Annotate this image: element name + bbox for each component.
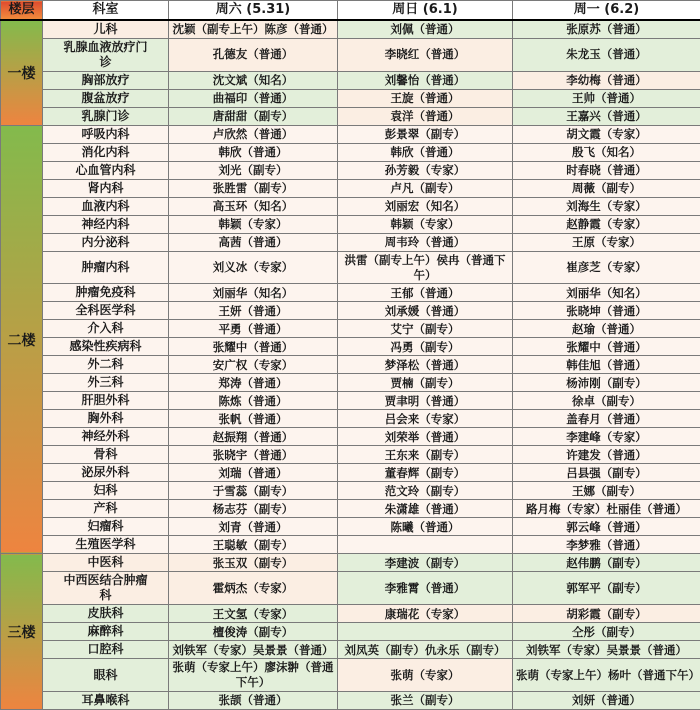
dept-cell: 胸部放疗: [43, 71, 169, 89]
cell-sunday: 艾宁（副专）: [338, 320, 513, 338]
schedule-row: [1, 179, 700, 197]
cell-monday: 赵伟鹏（副专）: [513, 554, 700, 572]
schedule-header: [1, 1, 700, 20]
cell-sunday: 张兰（副专）: [338, 692, 513, 710]
cell-saturday: 卢欣然（普通）: [169, 125, 338, 143]
cell-monday: 张晓坤（普通）: [513, 302, 700, 320]
dept-cell: 皮肤科: [43, 605, 169, 623]
cell-saturday: 张萌（专家上午）廖沫翀（普通下午）: [169, 659, 338, 692]
cell-saturday: 安广权（专家）: [169, 356, 338, 374]
cell-saturday: 霍炳杰（专家）: [169, 572, 338, 605]
schedule-row: [1, 605, 700, 623]
cell-saturday: 平勇（普通）: [169, 320, 338, 338]
schedule-row: [1, 38, 700, 71]
schedule-row: [1, 446, 700, 464]
cell-sunday: 洪雷（副专上午）侯冉（普通下午）: [338, 251, 513, 284]
header-monday: 周一 (6.2): [513, 1, 700, 20]
cell-monday: 盖春月（普通）: [513, 410, 700, 428]
cell-monday: 李建峰（专家）: [513, 428, 700, 446]
cell-sunday: 张萌（专家）: [338, 659, 513, 692]
cell-saturday: 张晓宇（普通）: [169, 446, 338, 464]
dept-cell: 泌尿外科: [43, 464, 169, 482]
schedule-row: [1, 215, 700, 233]
cell-sunday: 李建波（副专）: [338, 554, 513, 572]
cell-saturday: 刘丽华（知名）: [169, 284, 338, 302]
dept-cell: 胸外科: [43, 410, 169, 428]
header-floor: 楼层: [1, 1, 43, 20]
dept-cell: 神经内科: [43, 215, 169, 233]
cell-monday: 赵静霞（专家）: [513, 215, 700, 233]
cell-sunday: 梦泽松（普通）: [338, 356, 513, 374]
header-sunday: 周日 (6.1): [338, 1, 513, 20]
cell-saturday: 张玉双（副专）: [169, 554, 338, 572]
cell-saturday: 杨志芬（副专）: [169, 500, 338, 518]
cell-sunday: 彭景翠（副专）: [338, 125, 513, 143]
cell-sunday: 王旋（普通）: [338, 89, 513, 107]
floor-cell-3: 三楼: [1, 554, 43, 710]
cell-saturday: 沈文斌（知名）: [169, 71, 338, 89]
dept-cell: 产科: [43, 500, 169, 518]
schedule-row: [1, 623, 700, 641]
cell-sunday: 李雅霄（普通）: [338, 572, 513, 605]
schedule-row: [1, 338, 700, 356]
cell-sunday: 刘荣举（普通）: [338, 428, 513, 446]
dept-cell: 介入科: [43, 320, 169, 338]
dept-cell: 乳腺血液放疗门诊: [43, 38, 169, 71]
dept-cell: 眼科: [43, 659, 169, 692]
schedule-row: [1, 107, 700, 125]
cell-saturday: 张颉（普通）: [169, 692, 338, 710]
cell-sunday: 孙芳毅（专家）: [338, 161, 513, 179]
dept-cell: 口腔科: [43, 641, 169, 659]
dept-cell: 感染性疾病科: [43, 338, 169, 356]
cell-monday: 杨沛刚（副专）: [513, 374, 700, 392]
schedule-row: [1, 251, 700, 284]
cell-sunday: [338, 623, 513, 641]
cell-saturday: 韩欣（普通）: [169, 143, 338, 161]
dept-cell: 全科医学科: [43, 302, 169, 320]
cell-monday: 王嘉兴（普通）: [513, 107, 700, 125]
dept-cell: 中医科: [43, 554, 169, 572]
dept-cell: 麻醉科: [43, 623, 169, 641]
cell-sunday: 韩颖（专家）: [338, 215, 513, 233]
cell-saturday: 张耀中（普通）: [169, 338, 338, 356]
dept-cell: 肿瘤免疫科: [43, 284, 169, 302]
floor-cell-2: 二楼: [1, 125, 43, 554]
cell-monday: 殷飞（知名）: [513, 143, 700, 161]
dept-cell: 耳鼻喉科: [43, 692, 169, 710]
cell-sunday: 刘丽宏（知名）: [338, 197, 513, 215]
cell-saturday: 孔德友（普通）: [169, 38, 338, 71]
schedule-body: [1, 20, 700, 710]
cell-sunday: 董春辉（副专）: [338, 464, 513, 482]
cell-saturday: 王妍（普通）: [169, 302, 338, 320]
dept-cell: 心血管内科: [43, 161, 169, 179]
cell-monday: 王娜（副专）: [513, 482, 700, 500]
dept-cell: 内分泌科: [43, 233, 169, 251]
header-dept: 科室: [43, 1, 169, 20]
schedule-row: [1, 284, 700, 302]
cell-sunday: 韩欣（普通）: [338, 143, 513, 161]
cell-saturday: 高茜（普通）: [169, 233, 338, 251]
schedule-row: [1, 428, 700, 446]
cell-monday: 刘海生（专家）: [513, 197, 700, 215]
cell-sunday: 王郁（普通）: [338, 284, 513, 302]
cell-saturday: 沈颖（副专上午）陈彦（普通）: [169, 20, 338, 39]
dept-cell: 肾内科: [43, 179, 169, 197]
cell-saturday: 韩颖（专家）: [169, 215, 338, 233]
cell-sunday: 周韦玲（普通）: [338, 233, 513, 251]
cell-sunday: 吕会来（专家）: [338, 410, 513, 428]
cell-monday: 王原（专家）: [513, 233, 700, 251]
schedule-row: [1, 641, 700, 659]
dept-cell: 骨科: [43, 446, 169, 464]
dept-cell: 中西医结合肿瘤科: [43, 572, 169, 605]
cell-monday: 张萌（专家上午）杨叶（普通下午）: [513, 659, 700, 692]
schedule-row: [1, 392, 700, 410]
dept-cell: 儿科: [43, 20, 169, 39]
schedule-row: [1, 71, 700, 89]
schedule-row: [1, 410, 700, 428]
cell-monday: 李梦雅（普通）: [513, 536, 700, 554]
cell-monday: 王帅（普通）: [513, 89, 700, 107]
schedule-row: [1, 536, 700, 554]
header-row: [1, 1, 700, 20]
cell-monday: 仝彤（副专）: [513, 623, 700, 641]
dept-cell: 肝胆外科: [43, 392, 169, 410]
cell-saturday: 唐甜甜（副专）: [169, 107, 338, 125]
schedule-row: [1, 464, 700, 482]
cell-monday: 胡彩霞（副专）: [513, 605, 700, 623]
schedule-row: [1, 143, 700, 161]
schedule-row: [1, 482, 700, 500]
schedule-row: [1, 197, 700, 215]
dept-cell: 呼吸内科: [43, 125, 169, 143]
cell-monday: 崔彦芝（专家）: [513, 251, 700, 284]
schedule-row: [1, 233, 700, 251]
cell-monday: 周薇（副专）: [513, 179, 700, 197]
cell-monday: 胡文霞（专家）: [513, 125, 700, 143]
dept-cell: 血液内科: [43, 197, 169, 215]
schedule-row: [1, 89, 700, 107]
cell-sunday: 袁洋（普通）: [338, 107, 513, 125]
cell-monday: 路月梅（专家）杜丽佳（普通）: [513, 500, 700, 518]
header-saturday: 周六 (5.31): [169, 1, 338, 20]
cell-sunday: 冯勇（副专）: [338, 338, 513, 356]
cell-saturday: 于雪蕊（副专）: [169, 482, 338, 500]
cell-monday: 朱龙玉（普通）: [513, 38, 700, 71]
cell-monday: 郭云峰（普通）: [513, 518, 700, 536]
schedule-row: [1, 374, 700, 392]
schedule-row: [1, 356, 700, 374]
schedule-row: [1, 161, 700, 179]
schedule-row: [1, 320, 700, 338]
dept-cell: 外二科: [43, 356, 169, 374]
schedule-row: [1, 20, 700, 39]
cell-saturday: 赵振翔（普通）: [169, 428, 338, 446]
dept-cell: 神经外科: [43, 428, 169, 446]
cell-saturday: 郑涛（普通）: [169, 374, 338, 392]
cell-saturday: 檀俊涛（副专）: [169, 623, 338, 641]
cell-monday: 刘妍（普通）: [513, 692, 700, 710]
cell-saturday: 刘瑞（普通）: [169, 464, 338, 482]
dept-cell: 乳腺门诊: [43, 107, 169, 125]
cell-saturday: 曲福印（普通）: [169, 89, 338, 107]
schedule-row: [1, 554, 700, 572]
dept-cell: 消化内科: [43, 143, 169, 161]
cell-saturday: 王文氢（专家）: [169, 605, 338, 623]
dept-cell: 生殖医学科: [43, 536, 169, 554]
cell-sunday: 陈曦（普通）: [338, 518, 513, 536]
cell-saturday: 陈炼（普通）: [169, 392, 338, 410]
cell-sunday: 刘凤英（副专）仇永乐（副专）: [338, 641, 513, 659]
cell-saturday: 刘光（副专）: [169, 161, 338, 179]
cell-sunday: [338, 536, 513, 554]
schedule-row: [1, 125, 700, 143]
cell-saturday: 张胜雷（副专）: [169, 179, 338, 197]
schedule-row: [1, 302, 700, 320]
schedule-row: [1, 572, 700, 605]
cell-monday: 刘铁军（专家）吴景景（普通）: [513, 641, 700, 659]
cell-saturday: 刘铁军（专家）吴景景（普通）: [169, 641, 338, 659]
dept-cell: 妇科: [43, 482, 169, 500]
schedule-row: [1, 518, 700, 536]
cell-sunday: 王东来（副专）: [338, 446, 513, 464]
cell-monday: 时春晓（普通）: [513, 161, 700, 179]
cell-sunday: 刘馨怡（普通）: [338, 71, 513, 89]
cell-saturday: 刘青（普通）: [169, 518, 338, 536]
schedule-row: [1, 692, 700, 710]
cell-monday: 韩佳旭（普通）: [513, 356, 700, 374]
cell-monday: 赵瑜（普通）: [513, 320, 700, 338]
dept-cell: 妇瘤科: [43, 518, 169, 536]
schedule-row: [1, 500, 700, 518]
cell-sunday: 康瑞花（专家）: [338, 605, 513, 623]
cell-monday: 吕县强（副专）: [513, 464, 700, 482]
cell-sunday: 贾楠（副专）: [338, 374, 513, 392]
cell-sunday: 刘佩（普通）: [338, 20, 513, 39]
cell-sunday: 刘承媛（普通）: [338, 302, 513, 320]
floor-cell-1: 一楼: [1, 20, 43, 126]
cell-sunday: 范文玲（副专）: [338, 482, 513, 500]
cell-monday: 刘丽华（知名）: [513, 284, 700, 302]
cell-monday: 郭军平（副专）: [513, 572, 700, 605]
schedule-row: [1, 659, 700, 692]
cell-saturday: 高玉环（知名）: [169, 197, 338, 215]
cell-monday: 徐卓（副专）: [513, 392, 700, 410]
cell-sunday: 李晓红（普通）: [338, 38, 513, 71]
cell-sunday: 朱潇雄（普通）: [338, 500, 513, 518]
cell-monday: 许建发（普通）: [513, 446, 700, 464]
cell-monday: 李幼梅（普通）: [513, 71, 700, 89]
dept-cell: 肿瘤内科: [43, 251, 169, 284]
cell-saturday: 王聪敏（副专）: [169, 536, 338, 554]
cell-saturday: 张帆（普通）: [169, 410, 338, 428]
cell-monday: 张耀中（普通）: [513, 338, 700, 356]
dept-cell: 腹盆放疗: [43, 89, 169, 107]
dept-cell: 外三科: [43, 374, 169, 392]
cell-sunday: 卢凡（副专）: [338, 179, 513, 197]
cell-sunday: 贾聿明（普通）: [338, 392, 513, 410]
cell-saturday: 刘义冰（专家）: [169, 251, 338, 284]
cell-monday: 张原苏（普通）: [513, 20, 700, 39]
